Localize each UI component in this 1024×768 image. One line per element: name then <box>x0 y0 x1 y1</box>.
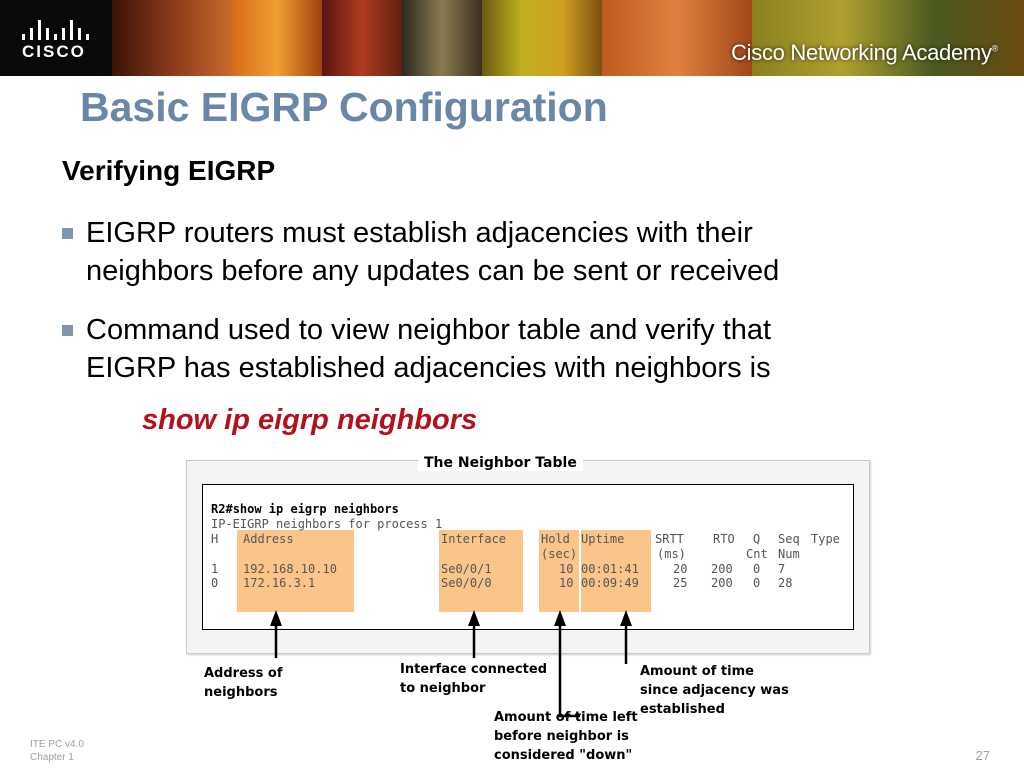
table-row: 1 192.168.10.10 Se0/0/1 10 00:01:41 20 200 0 7 <box>211 562 786 576</box>
bullet-item: Command used to view neighbor table and verify that EIGRP has established adjacencies with neighbors is <box>86 314 772 384</box>
col-header-rto: RTO <box>713 532 735 546</box>
footer-course: ITE PC v4.0 Chapter 1 <box>30 739 84 763</box>
arrowhead-icon <box>620 610 632 626</box>
callout-hold: Amount of time left before neighbor is considered "down" <box>494 710 638 763</box>
col-header-address: Address <box>243 532 294 546</box>
command-text: show ip eigrp neighbors <box>142 404 478 436</box>
cisco-logo-text: CISCO <box>22 42 86 61</box>
arrowhead-icon <box>270 610 282 626</box>
page-number: 27 <box>975 748 990 763</box>
col-header-srtt: SRTT <box>655 532 684 546</box>
callout-interface: Interface connected to neighbor <box>400 662 548 696</box>
process-line: IP-EIGRP neighbors for process 1 <box>211 517 443 531</box>
bullet-item: EIGRP routers must establish adjacencies with their neighbors before any updates can be sent or received <box>86 217 780 287</box>
col-subheader-seq: Num <box>778 547 800 561</box>
callout-uptime: Amount of time since adjacency was established <box>640 664 789 717</box>
col-header-uptime: Uptime <box>581 532 625 546</box>
col-subheader-q: Cnt <box>746 547 768 561</box>
col-header-q: Q <box>753 532 761 546</box>
arrow-hold <box>560 618 580 716</box>
col-header-interface: Interface <box>441 532 507 546</box>
slide-title: Basic EIGRP Configuration <box>80 84 608 130</box>
academy-logo: Cisco Networking Academy® <box>731 40 998 65</box>
command-line: R2#show ip eigrp neighbors <box>211 502 399 516</box>
figure-title: The Neighbor Table <box>418 455 583 471</box>
col-header-seq: Seq <box>778 532 800 546</box>
callout-address: Address of neighbors <box>204 666 283 700</box>
arrowhead-icon <box>468 610 480 626</box>
arrowhead-icon <box>554 610 566 626</box>
slide-subtitle: Verifying EIGRP <box>62 155 276 186</box>
col-header-hold: Hold <box>541 532 570 546</box>
col-subheader-hold: (sec) <box>541 547 578 561</box>
col-header-h: H <box>211 532 219 546</box>
col-subheader-srtt: (ms) <box>657 547 686 561</box>
table-row: 0 172.16.3.1 Se0/0/0 10 00:09:49 25 200 0 28 <box>211 576 793 590</box>
col-header-type: Type <box>811 532 840 546</box>
